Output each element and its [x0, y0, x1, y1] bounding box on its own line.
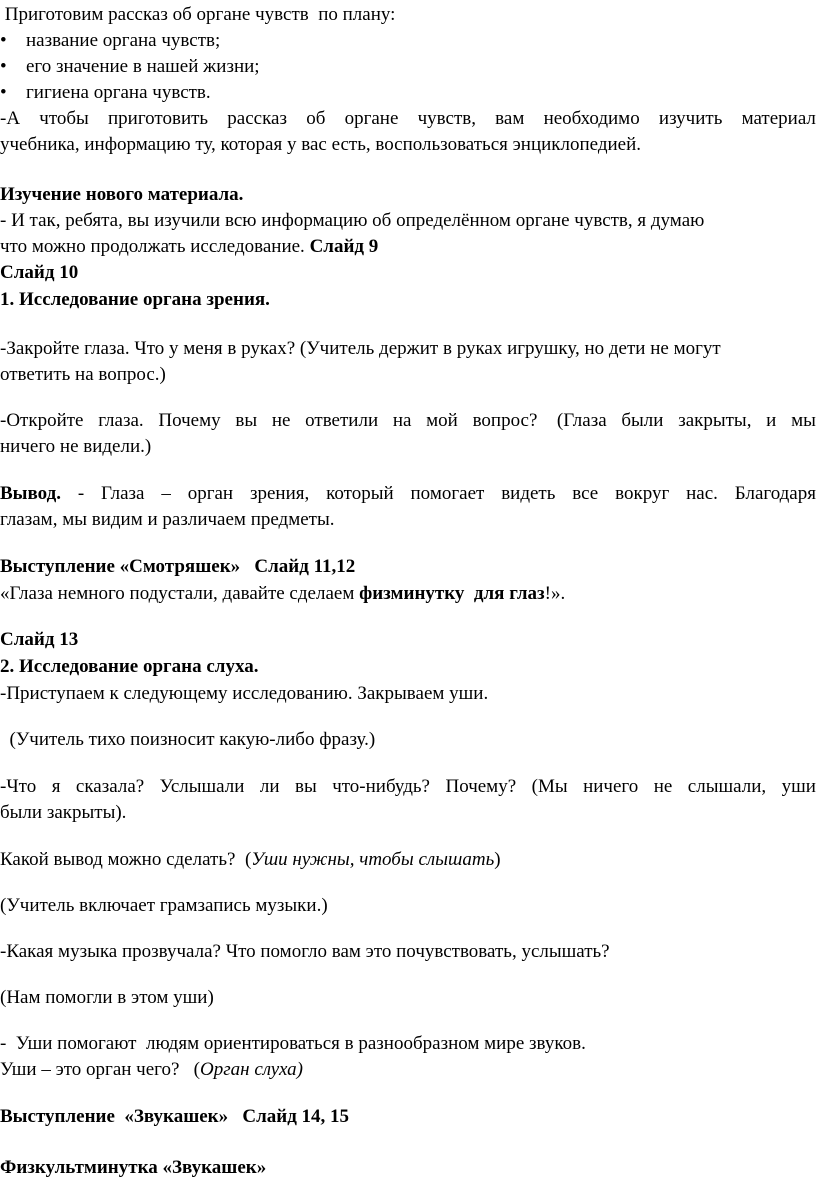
hearing-p8: - Уши помогают людям ориентироваться в разнообразном мире звуков. [0, 1033, 586, 1054]
slide-ref: Слайд 9 [309, 236, 379, 257]
bullet-icon: • [0, 30, 7, 51]
vision-p1-line2: ответить на вопрос.) [0, 364, 166, 385]
slide-label: Слайд 13 [0, 629, 79, 650]
new-material-heading: Изучение нового материала. [0, 184, 244, 205]
bullet-icon: • [0, 82, 7, 103]
plan-note-line2: учебника, информацию ту, которая у вас есть, воспользоваться энциклопедией. [0, 134, 642, 155]
hearing-p7: (Нам помогли в этом уши) [0, 987, 214, 1008]
plan-item: • название органа чувств; [0, 28, 816, 54]
hearing-performance: Выступление «Звукашек» Слайд 14, 15 [0, 1106, 350, 1127]
eyes-exercise-line: «Глаза немного подустали, давайте сделаем физминутку для глаз!». [0, 583, 566, 604]
conclusion-label: Вывод. [0, 483, 61, 504]
hearing-heading: 2. Исследование органа слуха. [0, 656, 259, 677]
physical-exercise-heading: Физкультминутка «Звукашек» [0, 1157, 267, 1178]
vision-conclusion-line1: Вывод. - Глаза – орган зрения, который помогает видеть все вокруг нас. Благодаря [0, 481, 816, 507]
hearing-p6: -Какая музыка прозвучала? Что помогло вам это почувствовать, услышать? [0, 941, 610, 962]
hearing-p4: Какой вывод можно сделать? (Уши нужны, чтобы слышать) [0, 849, 501, 870]
slide-label: Слайд 10 [0, 262, 79, 283]
plan-item: • гигиена органа чувств. [0, 80, 816, 106]
vision-p2-line1: -Откройте глаза. Почему вы не ответили на мой вопрос? (Глаза были закрыты, и мы [0, 410, 816, 431]
vision-p1-line1: -Закройте глаза. Что у меня в руках? (Учитель держит в руках игрушку, но дети не могут [0, 338, 721, 359]
hearing-p1: -Приступаем к следующему исследованию. Закрываем уши. [0, 683, 489, 704]
hearing-p3-line1: -Что я сказала? Услышали ли вы что-нибудь? Почему? (Мы ничего не слышали, уши [0, 776, 816, 797]
hearing-p5: (Учитель включает грамзапись музыки.) [0, 895, 328, 916]
vision-p2-line2: ничего не видели.) [0, 436, 152, 457]
bullet-icon: • [0, 56, 7, 77]
plan-note-line1: -А чтобы приготовить рассказ об органе чувств, вам необходимо изучить материал [0, 108, 816, 129]
hearing-p2: (Учитель тихо поизносит какую-либо фразу.) [0, 729, 376, 750]
hearing-p3-line2: были закрыты). [0, 802, 127, 823]
vision-conclusion-line2: глазам, мы видим и различаем предметы. [0, 509, 335, 530]
plan-intro: Приготовим рассказ об органе чувств по плану: [0, 4, 396, 25]
vision-heading: 1. Исследование органа зрения. [0, 289, 270, 310]
plan-item: • его значение в нашей жизни; [0, 54, 816, 80]
new-material-line2: что можно продолжать исследование. Слайд 9 [0, 236, 379, 257]
new-material-line1: - И так, ребята, вы изучили всю информацию об определённом органе чувств, я думаю [0, 210, 705, 231]
hearing-p9: Уши – это орган чего? (Орган слуха) [0, 1059, 303, 1080]
vision-performance: Выступление «Смотряшек» Слайд 11,12 [0, 556, 356, 577]
